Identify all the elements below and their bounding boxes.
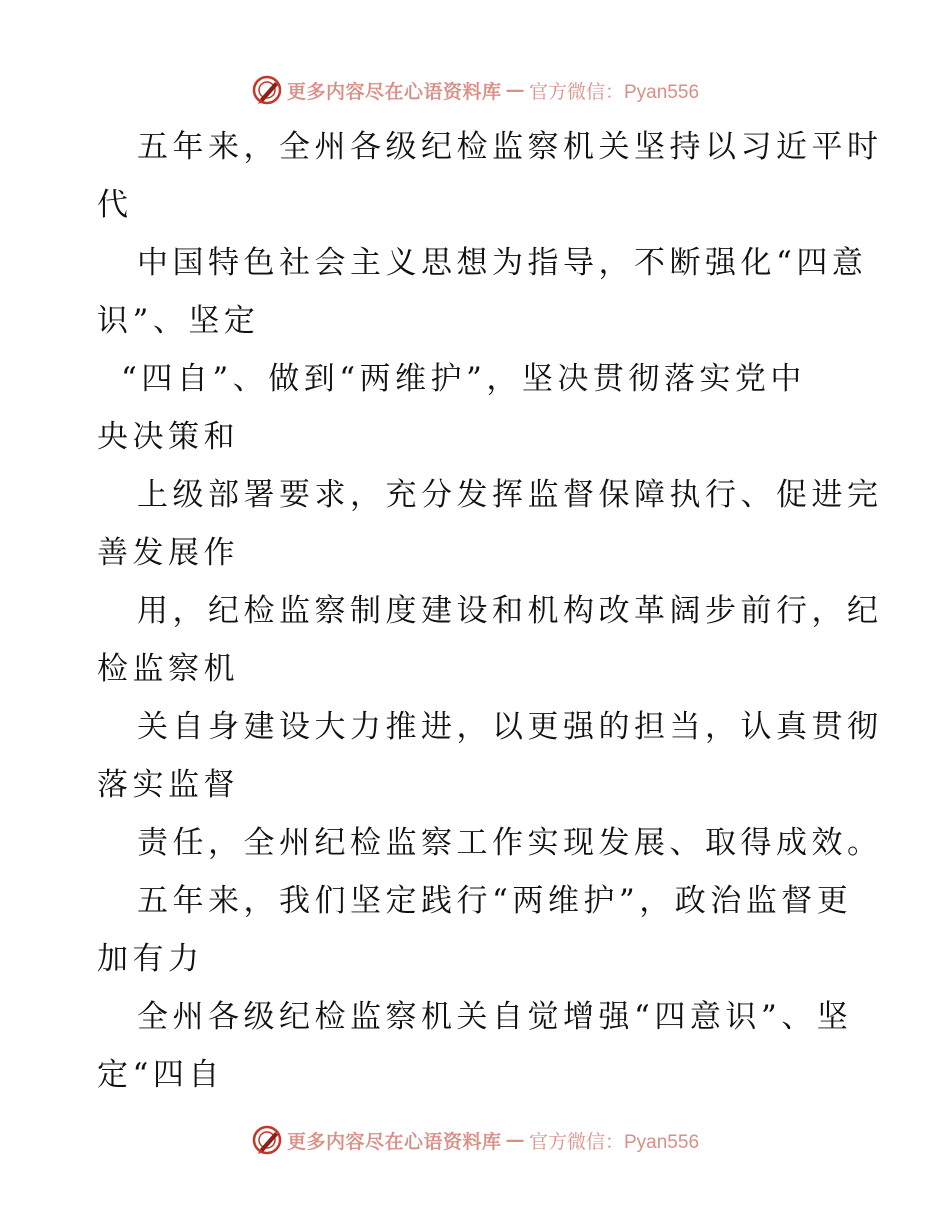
header-banner-text: 更多内容尽在心语资料库	[286, 80, 502, 103]
footer-banner-dash: —	[505, 1129, 525, 1151]
body-line: 关自身建设大力推进，以更强的担当，认真贯彻	[137, 709, 883, 745]
pen-logo-icon	[251, 1124, 283, 1156]
body-line: 加有力	[97, 941, 204, 977]
body-line: 落实监督	[97, 767, 239, 803]
body-line: 用，纪检监察制度建设和机构改革阔步前行，纪	[137, 593, 883, 629]
pen-logo-icon	[251, 74, 283, 106]
header-banner-wechat: 官方微信：Pyan556	[529, 81, 700, 103]
body-line: 全州各级纪检监察机关自觉增强“四意识”、坚	[137, 999, 853, 1035]
body-line: 代	[97, 187, 133, 223]
body-line: 五年来，我们坚定践行“两维护”，政治监督更	[137, 883, 853, 919]
body-line: 定“四自	[97, 1057, 224, 1093]
body-line: 央决策和	[97, 419, 239, 455]
footer-watermark-banner	[0, 1120, 950, 1160]
body-line: 检监察机	[97, 651, 239, 687]
header-banner-dash: —	[505, 79, 525, 101]
body-line: 上级部署要求，充分发挥监督保障执行、促进完	[137, 477, 883, 513]
body-line: 识”、坚定	[97, 303, 260, 339]
body-line: 善发展作	[97, 535, 239, 571]
body-line: 中国特色社会主义思想为指导，不断强化“四意	[137, 245, 868, 281]
header-watermark-banner	[0, 70, 950, 110]
footer-banner-wechat: 官方微信：Pyan556	[529, 1131, 700, 1153]
body-line: 五年来，全州各级纪检监察机关坚持以习近平时	[137, 129, 883, 165]
body-line: 责任，全州纪检监察工作实现发展、取得成效。	[137, 825, 883, 861]
document-body	[97, 118, 883, 1104]
footer-banner-text: 更多内容尽在心语资料库	[286, 1130, 502, 1153]
body-line: “四自”、做到“两维护”，坚决贯彻落实党中	[121, 361, 806, 397]
